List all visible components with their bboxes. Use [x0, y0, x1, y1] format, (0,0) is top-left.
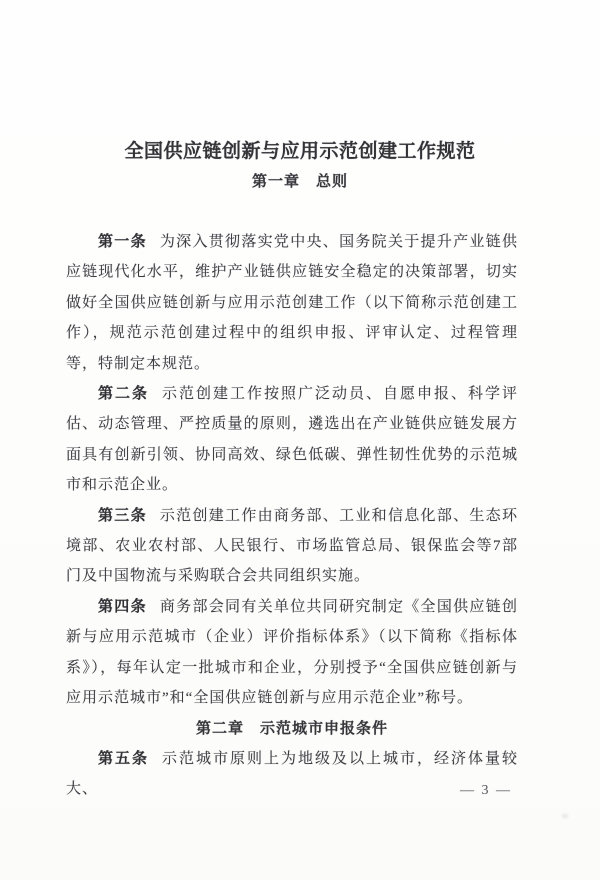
article-1-text: 为深入贯彻落实党中央、国务院关于提升产业链供应链现代化水平，维护产业链供应链安全稳定的决策部署，切实做好全国供应链创新与应用示范创建工作（以下简称示范创建工作），规范示范创建过程中的组织申报、评审认定、过程管理等，特制定本规范。: [66, 234, 518, 372]
article-4: [66, 592, 518, 714]
article-3-label: 第三条: [98, 507, 147, 524]
article-5-text: 示范城市原则上为地级及以上城市，经济体量较大、: [66, 750, 518, 798]
article-4-label: 第四条: [98, 598, 147, 615]
article-1: [66, 227, 518, 379]
document-title: 全国供应链创新与应用示范创建工作规范: [124, 141, 476, 162]
article-1-label: 第一条: [98, 234, 147, 250]
article-5-label: 第五条: [98, 750, 149, 767]
article-2-label: 第二条: [98, 386, 149, 403]
document-body: [66, 227, 518, 805]
article-3: [66, 501, 518, 592]
article-2: [66, 379, 518, 501]
chapter-2-heading: 第二章 示范城市申报条件: [195, 720, 388, 737]
scan-artifact: [560, 812, 570, 820]
article-4-text: 商务部会同有关单位共同研究制定《全国供应链创新与应用示范城市（企业）评价指标体系》（以下简称《指标体系》），每年认定一批城市和企业，分别授予“全国供应链创新与应用示范城市”和“全国供应链创新与应用示范企业”称号。: [66, 598, 518, 707]
chapter-1-heading: 第一章 总则: [251, 174, 348, 190]
article-2-text: 示范创建工作按照广泛动员、自愿申报、科学评估、动态管理、严控质量的原则，遴选出在产业链供应链发展方面具有创新引领、协同高效、绿色低碳、弹性韧性优势的示范城市和示范企业。: [66, 386, 518, 494]
article-3-text: 示范创建工作由商务部、工业和信息化部、生态环境部、农业农村部、人民银行、市场监管总局、银保监会等7部门及中国物流与采购联合会共同组织实施。: [66, 507, 518, 585]
page-number: — 3 —: [460, 783, 512, 798]
